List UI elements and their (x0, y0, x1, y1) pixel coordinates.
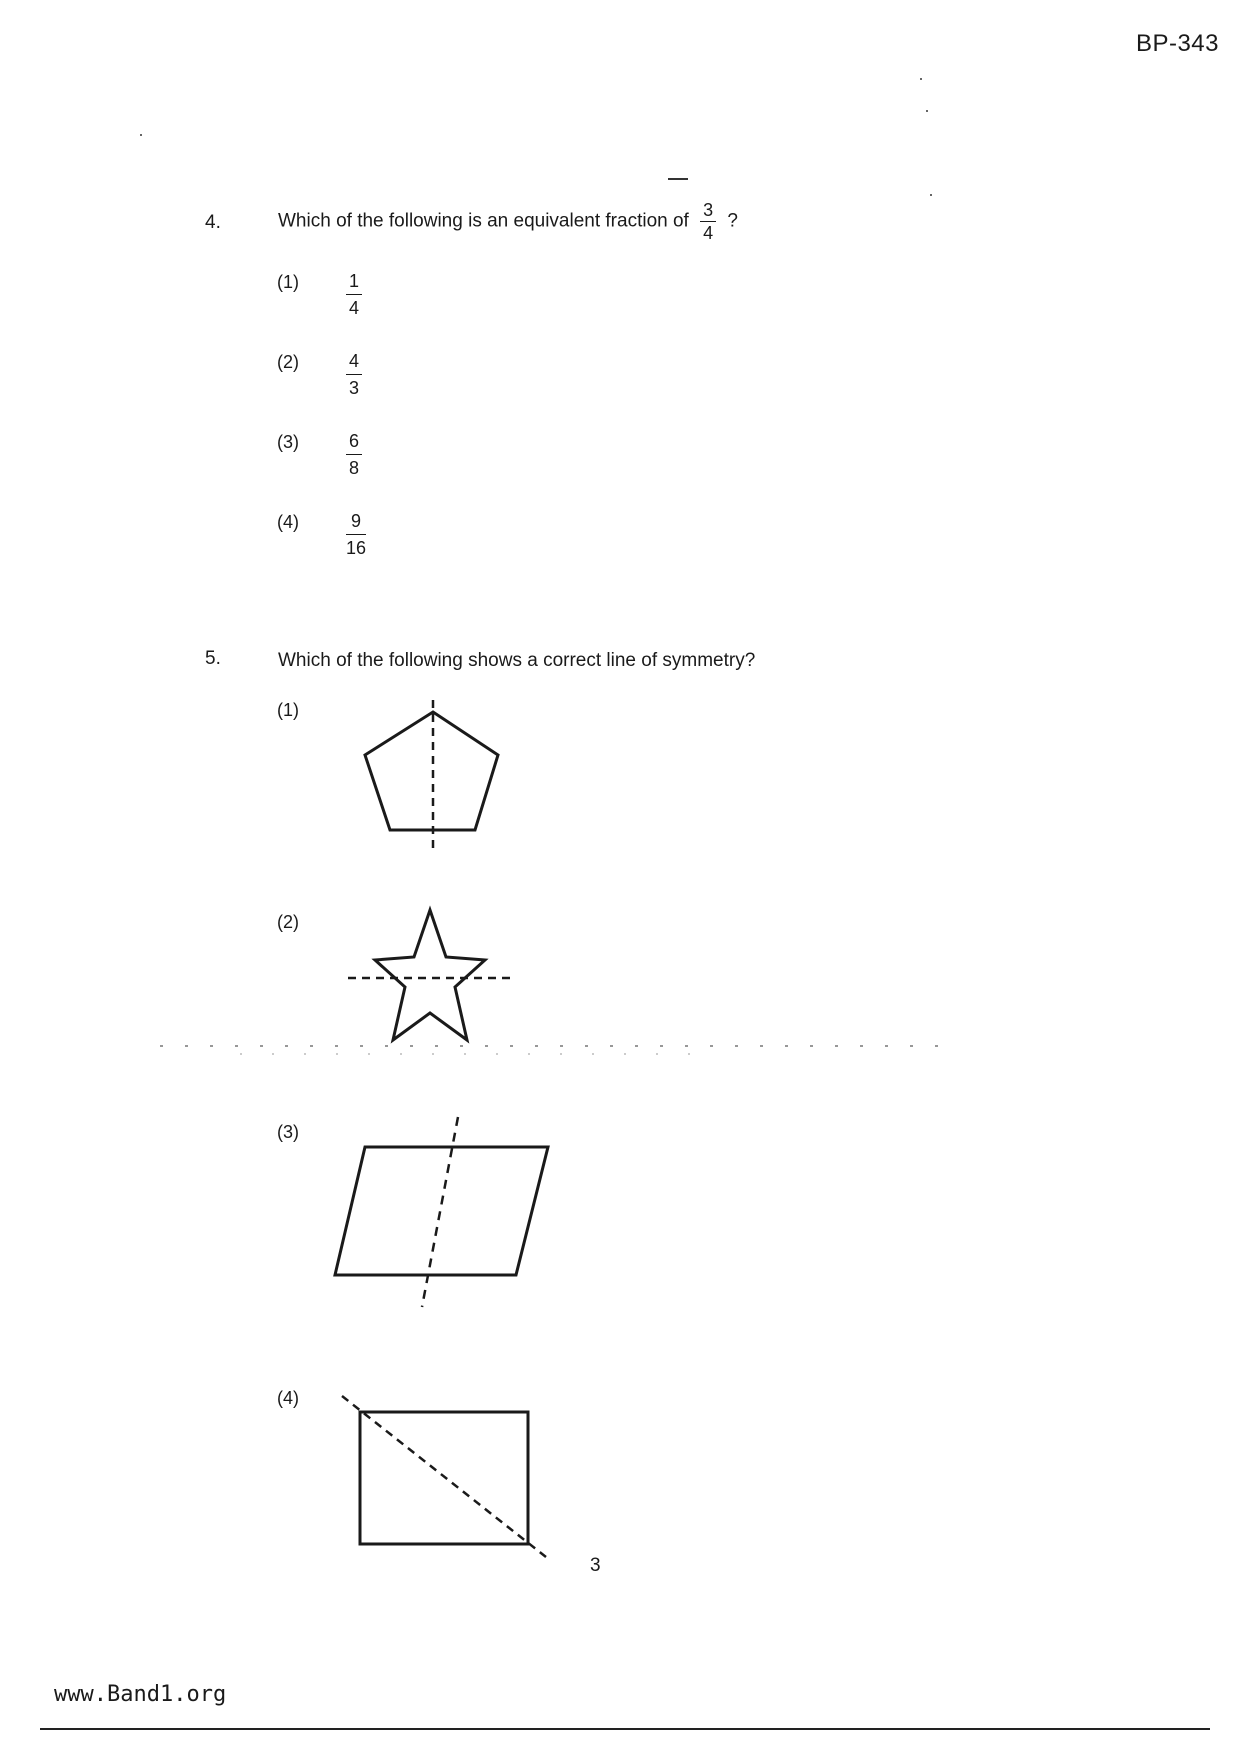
scan-speck (926, 110, 928, 112)
fraction-numerator: 1 (348, 271, 359, 291)
scan-speck (930, 194, 932, 196)
q4-option-3-fraction (346, 430, 362, 479)
q4-option-1-fraction (346, 270, 362, 319)
fraction-numerator: 9 (351, 511, 362, 531)
fraction-denominator: 3 (348, 378, 359, 398)
footer-url: www.Band1.org (54, 1682, 227, 1707)
q4-option-4-fraction (346, 510, 366, 559)
question-5-number: 5. (205, 648, 221, 669)
document-code: BP-343 (1135, 30, 1219, 57)
q4-option-1-label: (1) (277, 272, 299, 292)
question-5-text: Which of the following shows a correct line of symmetry? (278, 650, 756, 671)
fraction-bar (346, 294, 362, 295)
q5-option-3-label: (3) (277, 1122, 299, 1142)
footer-rule (40, 1728, 1210, 1730)
page-number: 3 (590, 1555, 601, 1576)
scan-mark (668, 178, 688, 180)
scan-noise-line (160, 1040, 960, 1060)
q4-option-4-label: (4) (277, 512, 299, 532)
fraction-denominator: 8 (348, 458, 359, 478)
q4-option-2-fraction (346, 350, 362, 399)
fraction-numerator: 6 (348, 431, 359, 451)
scan-speck (140, 134, 142, 136)
q5-option-2-label: (2) (277, 912, 299, 932)
fraction-numerator: 3 (703, 200, 714, 220)
question-4-number: 4. (205, 212, 221, 233)
question-4-text (278, 200, 738, 243)
fraction-denominator: 4 (348, 298, 359, 318)
question-4-prompt: Which of the following is an equivalent fraction of (278, 210, 689, 232)
fraction-numerator: 4 (348, 351, 359, 371)
fraction-bar (346, 374, 362, 375)
q5-option-4-label: (4) (277, 1388, 299, 1408)
q5-option-1-label: (1) (277, 700, 299, 720)
parallelogram-icon (330, 1115, 560, 1315)
fraction-bar (346, 454, 362, 455)
star-icon (345, 905, 515, 1045)
fraction-denominator: 16 (346, 538, 367, 558)
question-mark: ? (727, 210, 738, 232)
rectangle-icon (340, 1390, 560, 1560)
fraction-denominator: 4 (703, 223, 714, 243)
q4-option-3-label: (3) (277, 432, 299, 452)
fraction-bar (346, 534, 366, 535)
scan-speck (920, 78, 922, 80)
question-4-fraction (700, 200, 716, 243)
q4-option-2-label: (2) (277, 352, 299, 372)
pentagon-icon (350, 700, 510, 850)
fraction-bar (700, 221, 716, 222)
